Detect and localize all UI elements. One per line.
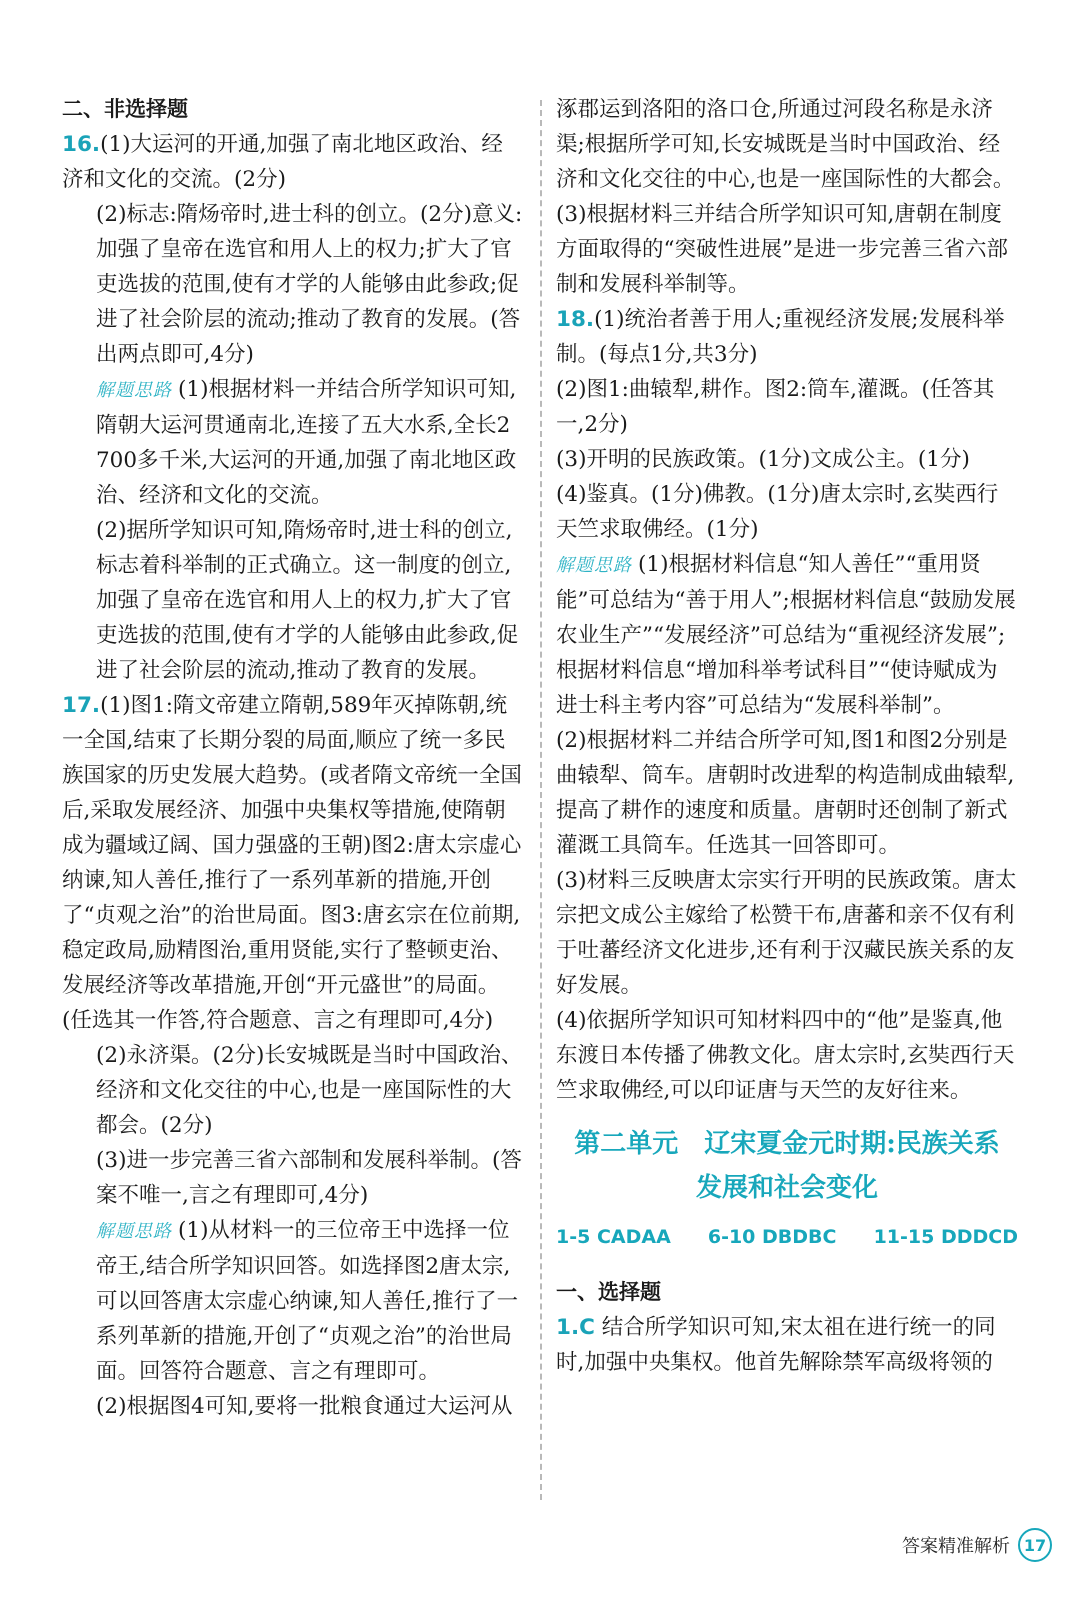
- solution-tag: 解题思路: [96, 380, 172, 401]
- solution-tag: 解题思路: [556, 555, 632, 576]
- solution-tag: 解题思路: [96, 1221, 172, 1242]
- answer-group: 11-15 DDDCD: [873, 1226, 1018, 1248]
- question-18-part4: (4)鉴真。(1分)佛教。(1分)唐太宗时,玄奘西行天竺求取佛经。(1分): [556, 482, 999, 542]
- q16-explanation-2: (2)据所学知识可知,隋炀帝时,进士科的创立,标志着科举制的正式确立。这一制度的创立,加强了皇帝在选官和用人上的权力,扩大了官吏选拔的范围,使有才学的人能够由此参政,促进了社会阶层的流动,推动了教育的发展。: [96, 518, 519, 683]
- section-title-2: 一、选择题: [556, 1280, 661, 1304]
- question-1: 1.C 结合所学知识可知,宋太祖在进行统一的同时,加强中央集权。他首先解除禁军高级将领的: [556, 1315, 996, 1375]
- q17-explanation-2: (2)根据图4可知,要将一批粮食通过大运河从: [96, 1394, 513, 1419]
- question-number: 16.: [62, 132, 101, 157]
- question-16-part2: (2)标志:隋炀帝时,进士科的创立。(2分)意义:加强了皇帝在选官和用人上的权力;扩大了官吏选拔的范围,使有才学的人能够由此参政;促进了社会阶层的流动;推动了教育的发展。(答出两点即可,4分): [96, 202, 523, 367]
- question-17-part1: 17.(1)图1:隋文帝建立隋朝,589年灭掉陈朝,统一全国,结束了长期分裂的局面,顺应了统一多民族国家的历史发展大趋势。(或者隋文帝统一全国后,采取发展经济、加强中央集权等措施,使隋朝成为疆域辽阔、国力强盛的王朝)图2:唐太宗虚心纳谏,知人善任,推行了一系列革新的措施,开创了“贞观之治”的治世局面。图3:唐玄宗在位前期,稳定政局,励精图治,重用贤能,实行了整顿吏治、发展经济等改革措施,开创“开元盛世”的局面。(任选其一作答,符合题意、言之有理即可,4分): [62, 693, 522, 1033]
- right-column: [556, 92, 1018, 1380]
- q17-explanation-3: (3)根据材料三并结合所学知识可知,唐朝在制度方面取得的“突破性进展”是进一步完善三省六部制和发展科举制等。: [556, 202, 1008, 297]
- question-18-part3: (3)开明的民族政策。(1分)文成公主。(1分): [556, 447, 970, 472]
- q18-explanation-2: (2)根据材料二并结合所学可知,图1和图2分别是曲辕犁、筒车。唐朝时改进犁的构造制成曲辕犁,提高了耕作的速度和质量。唐朝时还创制了新式灌溉工具筒车。任选其一回答即可。: [556, 728, 1015, 858]
- unit-title-line-2: 发展和社会变化: [695, 1173, 878, 1203]
- q16-explanation-1: 解题思路 (1)根据材料一并结合所学知识可知,隋朝大运河贯通南北,连接了五大水系,全长2 700多千米,大运河的开通,加强了南北地区政治、经济和文化的交流。: [96, 377, 517, 508]
- q17-explanation-2-cont: 涿郡运到洛阳的洛口仓,所通过河段名称是永济渠;根据所学可知,长安城既是当时中国政治、经济和文化交往的中心,也是一座国际性的大都会。: [556, 97, 1015, 192]
- unit-title: [556, 1122, 1018, 1210]
- q18-explanation-1: 解题思路 (1)根据材料信息“知人善任”“重用贤能”可总结为“善于用人”;根据材料信息“鼓励发展农业生产”“发展经济”可总结为“重视经济发展”;根据材料信息“增加科举考试科目”“使诗赋成为进士科主考内容”可总结为“发展科举制”。: [556, 552, 1016, 718]
- answer-key: [556, 1220, 1018, 1255]
- question-17-part2: (2)永济渠。(2分)长安城既是当时中国政治、经济和文化交往的中心,也是一座国际性的大都会。(2分): [96, 1043, 523, 1138]
- question-16-part1: 16.(1)大运河的开通,加强了南北地区政治、经济和文化的交流。(2分): [62, 132, 503, 192]
- left-column: [62, 92, 524, 1424]
- question-number: 17.: [62, 693, 101, 718]
- question-number: 18.: [556, 307, 595, 332]
- column-divider: [540, 100, 542, 1500]
- page-number: 17: [1018, 1528, 1052, 1562]
- question-18-part1: 18.(1)统治者善于用人;重视经济发展;发展科举制。(每点1分,共3分): [556, 307, 1005, 367]
- q18-explanation-3: (3)材料三反映唐太宗实行开明的民族政策。唐太宗把文成公主嫁给了松赞干布,唐蕃和亲不仅有利于吐蕃经济文化进步,还有利于汉藏民族关系的友好发展。: [556, 868, 1017, 998]
- page-footer: [902, 1528, 1052, 1562]
- answer-group: 1-5 CADAA: [556, 1226, 671, 1248]
- question-17-part3: (3)进一步完善三省六部制和发展科举制。(答案不唯一,言之有理即可,4分): [96, 1148, 522, 1208]
- question-18-part2: (2)图1:曲辕犁,耕作。图2:筒车,灌溉。(任答其一,2分): [556, 377, 995, 437]
- q18-explanation-4: (4)依据所学知识可知材料四中的“他”是鉴真,他东渡日本传播了佛教文化。唐太宗时,玄奘西行天竺求取佛经,可以印证唐与天竺的友好往来。: [556, 1008, 1015, 1103]
- question-number: 1.C: [556, 1315, 595, 1340]
- footer-label: 答案精准解析: [902, 1536, 1010, 1557]
- answer-group: 6-10 DBDBC: [707, 1226, 837, 1248]
- unit-title-line-1: 第二单元 辽宋夏金元时期:民族关系: [574, 1129, 1000, 1159]
- q17-explanation-1: 解题思路 (1)从材料一的三位帝王中选择一位帝王,结合所学知识回答。如选择图2唐太宗,可以回答唐太宗虚心纳谏,知人善任,推行了一系列革新的措施,开创了“贞观之治”的治世局面。回答符合题意、言之有理即可。: [96, 1218, 519, 1384]
- section-title: 二、非选择题: [62, 97, 188, 121]
